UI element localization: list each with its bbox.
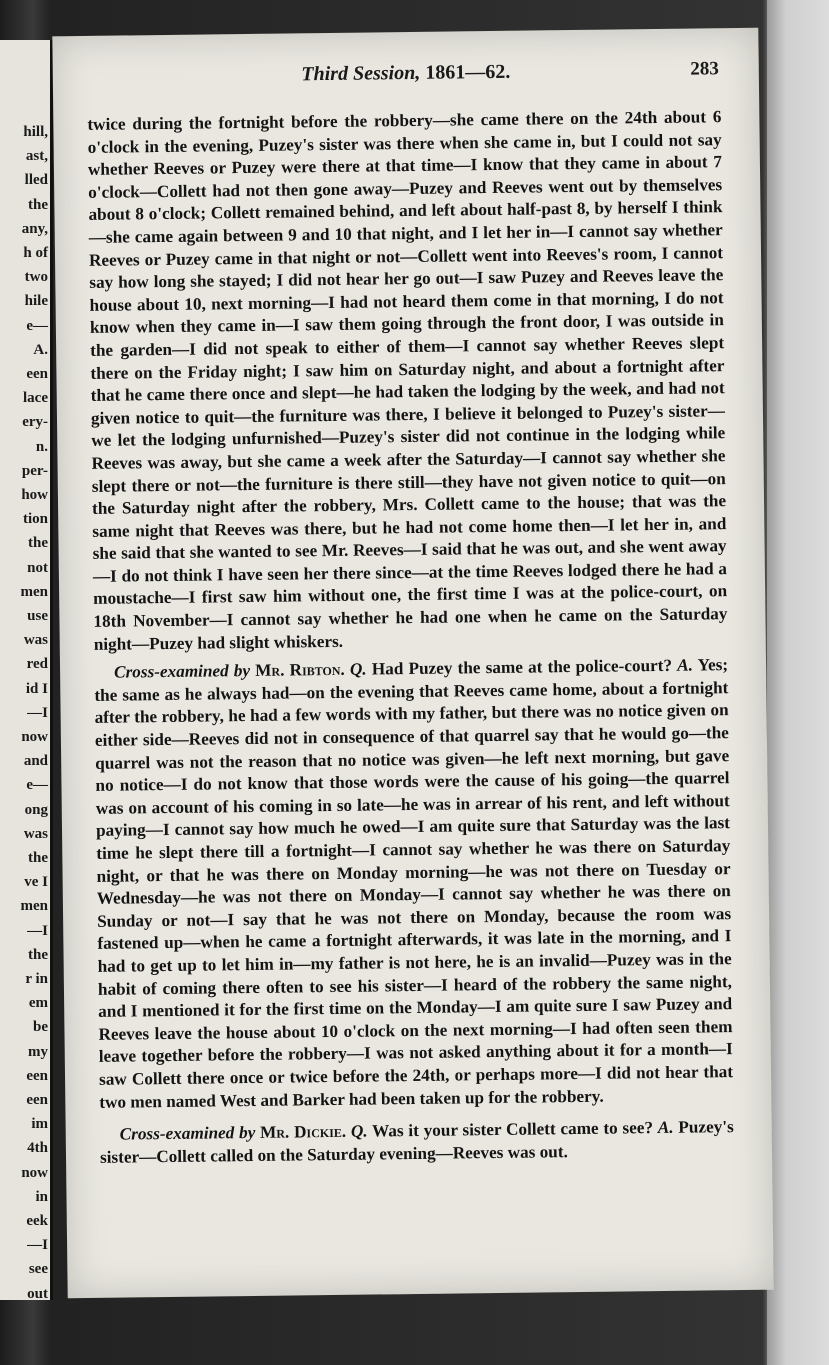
left-page-text-fragment: A. [33,341,48,358]
left-page-text-fragment: the [28,196,48,213]
left-page-text-fragment: men [20,583,48,600]
left-page-text-fragment: —I [27,1237,48,1254]
left-page-text-fragment: the [28,535,48,552]
question-marker: Q. [349,659,367,680]
left-page-text-fragment: —I [27,922,48,939]
paragraph-testimony: twice during the fortnight before the robbery—she came there on the 24th about 6 o'clock in the evening, Puzey's sister was there when she came in, but I could not say whether Reeves or Puzey were there at that time—I know that they came in about 7 o'clock—Collett had not then gone away—Puzey and Reeves went out by themselves about 8 o'clock; Collett remained behind, and left about half-past 8, by herself I think—she came again between 9 and 10 that night, and I let her in—I cannot say whether Reeves or Puzey came in that night or not—Collett went into Reeves's room, I cannot say how long she stayed; I did not hear her go out—I saw Puzey and Reeves leave the house about 10, next morning—I had not heard them come in that morning, I do not know when they came in—I saw them going through the front door, I was outside in the garden—I did not speak to either of them—I cannot say whether Reeves slept there on the Friday night; I saw him on Saturday night, and about a fortnight after that he came there once and slept—he had taken the lodging by the week, and had not given notice to quit—the furniture was there, I believe it belonged to Puzey's sister—we let the lodging unfurnished—Puzey's sister did not continue in the lodging while Reeves was away, but she came a week after the Saturday—I cannot say whether she slept there or not—the furniture is there still—they have not given notice to quit—on the Saturday night after the robbery, Mrs. Collett came to the house; that was the same night that Reeves was there, but he had not come home then—I let her in, and she said that she wanted to see Mr. Reeves—I said that he was out, and she went away—I do not think I have seen her there since—at the time Reeves lodged there he had a moustache—I first saw him without one, the first time I was at the police-court, on 18th November—I cannot say whether he had one when he came on the Saturday night—Puzey had slight whiskers. [87,107,728,654]
running-head-title: Third Session, [301,61,421,86]
left-page-text-fragment: my [28,1043,48,1060]
left-page-text-fragment: men [20,898,48,915]
left-page-text-fragment: now [21,1164,48,1181]
left-page-text-fragment: use [27,608,48,624]
question-text: Was it your sister Collett came to see? [371,1118,654,1141]
left-page-text-fragment: tion [22,511,48,528]
left-page-text-fragment: any, [21,220,48,237]
left-page-text-fragment: lace [23,390,48,407]
left-page-text-fragment: eek [26,1213,48,1229]
counsel-name: Mr. Dickie. [259,1121,347,1143]
left-page-fragment [0,40,53,1300]
counsel-name: Mr. Ribton. [255,660,345,681]
running-head [53,58,759,90]
left-page-text-fragment: n. [35,438,48,455]
left-page-text-fragment: een [26,1067,48,1084]
left-page-text-fragment: een [26,1092,48,1108]
left-page-text-fragment: ery- [22,414,48,431]
left-page-text-fragment: ast, [25,148,48,165]
left-page-text-fragment: hile [24,293,48,310]
left-page-text-fragment: not [27,559,48,576]
paragraph-cross-dickie [100,1116,735,1169]
running-head-year: 1861—62. [425,60,511,84]
left-page-text-fragment: red [26,656,48,673]
left-page-text-fragment: in [35,1188,48,1205]
cross-examined-label: Cross-examined by [119,1123,256,1144]
left-page-text-fragment: how [21,487,48,503]
book-page [52,28,773,1299]
question-marker: Q. [350,1121,368,1141]
left-page-text-fragment: e— [26,777,48,794]
left-page-text-fragment: —I [27,704,48,721]
left-page-text-fragment: ve I [24,874,48,891]
left-page-text-fragment: be [33,1019,48,1036]
left-page-text-fragment: 4th [27,1140,48,1157]
left-page-text-fragment: em [28,995,48,1012]
left-page-text-fragment: see [28,1261,48,1278]
left-page-text-fragment: the [28,946,48,963]
page-number: 283 [690,58,719,80]
answer-text: Yes; the same as he always had—on the evening that Reeves came home, about a fortnight after the robbery, he had a few words with my father, but there was no notice given on either side—Reeves did not in consequence of that quarrel say that he would go—the quarrel was not the reason that no notice was given—he left next morning, but gave no notice—I do not know that those words were the cause of his going—the quarrel was on account of his coming in so late—he was in arrear of his rent, and left without paying—I cannot say how much he owed—I am quite sure that Saturday was the last time he slept there till a fortnight—I cannot say whether he was there on Saturday night, or that he was there on Monday morning—he was not there on Tuesday or Wednesday—he was not there on Monday—I cannot say whether he was there on Sunday or not—I say that he was not there on Monday, because the room was fastened up—when he came a fortnight afterwards, it was late in the morning, and I had to get up to let him in—my father is not here, he is an invalid—Puzey was in the habit of coming there often to see his sister—I heard of the robbery the same night, and I mentioned it for the first time on the Monday—I am quite sure I saw Puzey and Reeves leave the house about 10 o'clock on the next morning—I had often seen them leave together before the robbery—I was not asked anything about it for a month—I saw Collett there once or twice before the 24th, or perhaps more—I did not hear that two men named West and Barker had been taken up for the robbery. [94,655,734,1112]
left-page-text-fragment: and [23,753,48,770]
left-page-text-fragment: id I [25,680,48,697]
cross-examined-label: Cross-examined by [113,661,251,682]
left-page-text-fragment: e— [26,317,48,334]
scan-right-edge [767,0,829,1365]
left-page-text-fragment: two [24,269,48,286]
left-page-text-fragment: hill, [23,124,48,140]
left-page-text-fragment: im [31,1116,48,1133]
answer-text: Puzey's sister—Collett called on the Saturday evening—Reeves was out. [99,1117,734,1167]
paragraph-cross-ribton [94,654,733,1114]
left-page-text-fragment: per- [21,462,48,479]
left-page-text-fragment: the [28,850,48,866]
page-body [87,106,734,1169]
left-page-text-fragment: een [26,366,48,382]
left-page-text-fragment: now [21,729,48,745]
left-page-text-fragment: ong [24,801,48,818]
left-page-text-fragment: r in [25,971,48,987]
left-page-text-fragment: was [23,825,48,842]
question-text: Had Puzey the same at the police-court? [371,656,673,679]
page-header [53,58,759,97]
left-page-text-fragment: lled [24,172,48,189]
left-page-text-fragment: out [27,1285,48,1300]
left-page-text-fragment: h of [23,245,48,261]
answer-marker: A. [657,1117,674,1138]
answer-marker: A. [677,655,694,676]
left-page-text-fragment: was [23,632,48,649]
